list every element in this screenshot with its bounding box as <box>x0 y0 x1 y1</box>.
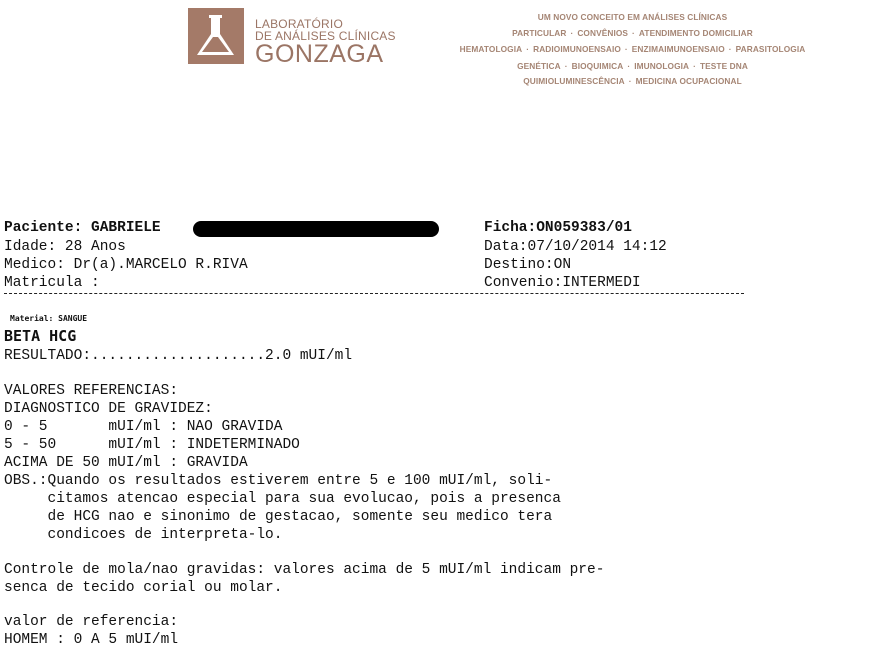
report-line: de HCG nao e sinonimo de gestacao, somente seu medico tera <box>4 509 553 525</box>
service-item: IMUNOLOGIA <box>634 61 690 71</box>
service-item: QUIMIOLUMINESCÊNCIA <box>523 76 625 86</box>
separator-dot: · <box>627 61 631 71</box>
lab-name-line2: DE ANÁLISES CLÍNICAS <box>255 29 396 43</box>
separator-dot: · <box>728 44 732 54</box>
services-row <box>425 60 840 72</box>
separator-dot: · <box>693 61 696 71</box>
separator-dot: · <box>564 61 568 71</box>
exam-title: BETA HCG <box>4 327 77 345</box>
report-line: 5 - 50 mUI/ml : INDETERMINADO <box>4 437 300 453</box>
separator-dot: · <box>526 44 530 54</box>
tagline: UM NOVO CONCEITO EM ANÁLISES CLÍNICAS <box>537 12 728 22</box>
ficha-number: Ficha:ON059383/01 <box>484 220 632 236</box>
report-line: Controle de mola/nao gravidas: valores acima de 5 mUI/ml indicam pre- <box>4 562 605 578</box>
lab-logo <box>188 8 244 64</box>
report-line: ACIMA DE 50 mUI/ml : GRAVIDA <box>4 455 248 471</box>
service-item: ATENDIMENTO DOMICILIAR <box>638 28 753 38</box>
report-line: OBS.:Quando os resultados estiverem entre 5 e 100 mUI/ml, soli- <box>4 473 553 489</box>
report-line: valor de referencia: <box>4 614 179 630</box>
service-item: BIOQUIMICA <box>571 61 624 71</box>
lab-name-line1: LABORATÓRIO <box>255 17 343 31</box>
report-date: Data:07/10/2014 14:12 <box>484 239 667 255</box>
service-item: GENÉTICA <box>517 61 561 71</box>
services-row <box>425 43 840 55</box>
report-line: 0 - 5 mUI/ml : NAO GRAVIDA <box>4 419 283 435</box>
registration: Matricula : <box>4 275 100 291</box>
report-line: HOMEM : 0 A 5 mUI/ml <box>4 632 179 648</box>
destination: Destino:ON <box>484 257 572 273</box>
service-item: CONVÊNIOS <box>577 28 629 38</box>
separator-dot: · <box>628 76 632 86</box>
report-line: citamos atencao especial para sua evolucao, pois a presenca <box>4 491 561 507</box>
physician: Medico: Dr(a).MARCELO R.RIVA <box>4 257 248 273</box>
patient-age: Idade: 28 Anos <box>4 239 126 255</box>
lab-brand-name: GONZAGA <box>255 40 384 68</box>
service-item: PARTICULAR <box>512 28 567 38</box>
divider-line <box>4 293 744 294</box>
separator-dot: · <box>624 44 628 54</box>
report-line: VALORES REFERENCIAS: <box>4 383 179 399</box>
service-item: MEDICINA OCUPACIONAL <box>635 76 742 86</box>
separator-dot: · <box>570 28 574 38</box>
patient-name: Paciente: GABRIELE <box>4 220 161 236</box>
insurance: Convenio:INTERMEDI <box>484 275 641 291</box>
service-item: HEMATOLOGIA <box>459 44 523 54</box>
result-line: RESULTADO:....................2.0 mUI/ml <box>4 348 353 364</box>
service-item: PARASITOLOGIA <box>735 44 806 54</box>
service-item: TESTE DNA <box>700 61 748 71</box>
services-row <box>425 27 840 39</box>
separator-dot: · <box>632 28 635 38</box>
service-item: RADIOIMUNOENSAIO <box>533 44 621 54</box>
material-label: Material: SANGUE <box>10 314 88 323</box>
redaction-mark <box>193 221 439 237</box>
report-line: condicoes de interpreta-lo. <box>4 527 283 543</box>
services-row <box>425 75 840 87</box>
report-line: DIAGNOSTICO DE GRAVIDEZ: <box>4 401 213 417</box>
report-line: senca de tecido corial ou molar. <box>4 580 283 596</box>
flask-icon <box>188 8 244 64</box>
service-item: ENZIMAIMUNOENSAIO <box>631 44 725 54</box>
